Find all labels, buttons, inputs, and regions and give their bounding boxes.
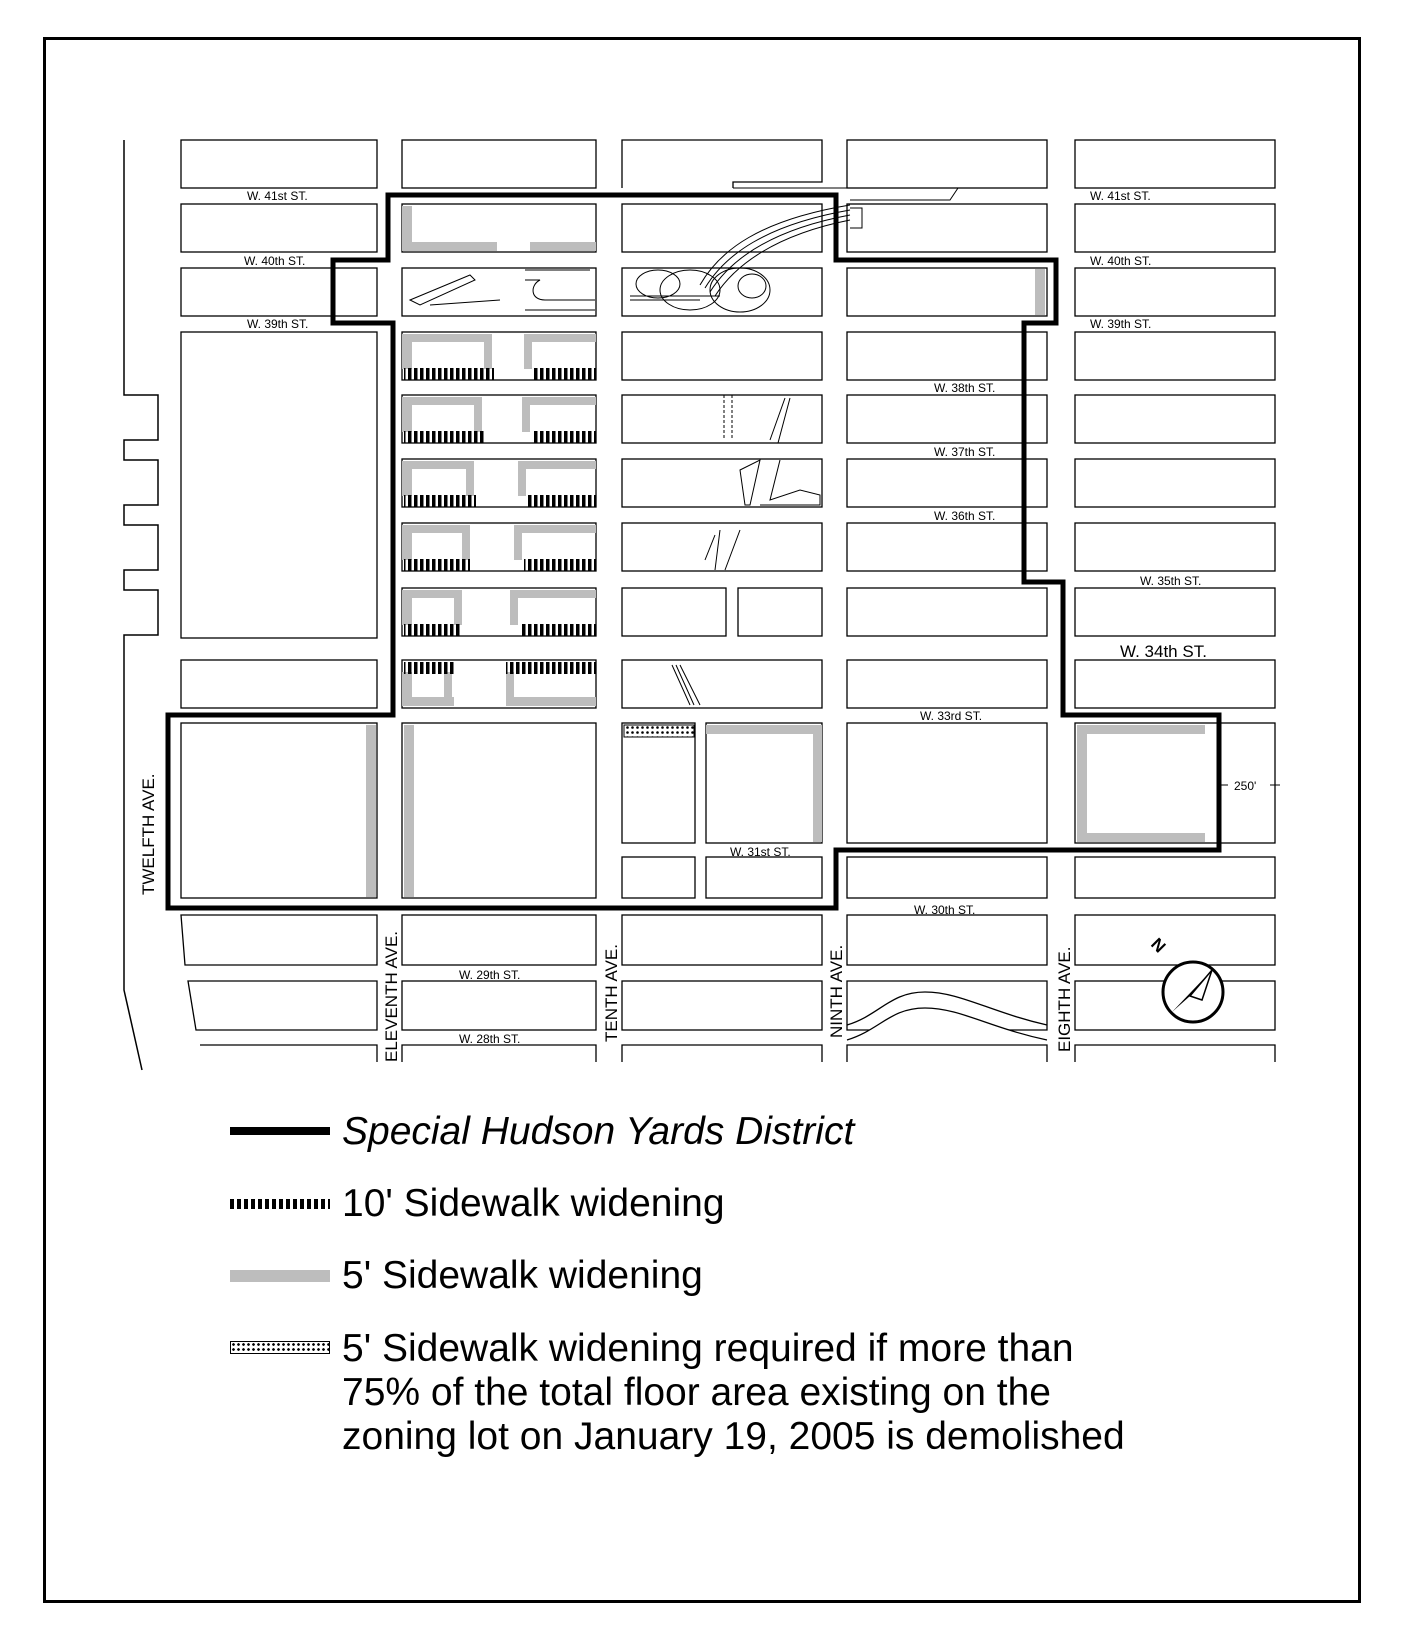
street-label-w38: W. 38th ST. [934, 381, 996, 395]
street-label-w29: W. 29th ST. [459, 968, 521, 982]
avenue-label-twelfth: TWELFTH AVE. [139, 773, 158, 895]
conditional-widening [624, 725, 694, 737]
street-label-w41-right: W. 41st ST. [1090, 189, 1151, 203]
street-label-w35: W. 35th ST. [1140, 574, 1202, 588]
legend-conditional-line3: zoning lot on January 19, 2005 is demolished [342, 1415, 1125, 1458]
avenue-label-eleventh: ELEVENTH AVE. [382, 930, 401, 1062]
boundary-swatch [230, 1127, 330, 1135]
avenue-label-eighth: EIGHTH AVE. [1055, 946, 1074, 1052]
street-label-w34: W. 34th ST. [1120, 642, 1207, 661]
street-label-w41-left: W. 41st ST. [247, 189, 308, 203]
conditional-swatch [230, 1341, 330, 1354]
legend-conditional-text [342, 1327, 1125, 1459]
street-label-w40-left: W. 40th ST. [244, 254, 306, 268]
street-label-w37: W. 37th ST. [934, 445, 996, 459]
street-label-w31: W. 31st ST. [730, 845, 791, 859]
legend-conditional-line2: 75% of the total floor area existing on the [342, 1371, 1051, 1414]
legend-conditional [230, 1327, 1125, 1459]
legend-conditional-line1: 5' Sidewalk widening required if more than [342, 1327, 1074, 1370]
legend-boundary [230, 1110, 854, 1154]
legend-ten-foot [230, 1182, 725, 1226]
legend-five-foot-text: 5' Sidewalk widening [342, 1254, 703, 1297]
north-label: N [1147, 934, 1170, 957]
avenue-label-tenth: TENTH AVE. [602, 944, 621, 1042]
five-foot-swatch [230, 1270, 330, 1282]
city-blocks [181, 140, 1275, 1062]
street-label-w30: W. 30th ST. [914, 903, 976, 917]
street-label-w40-right: W. 40th ST. [1090, 254, 1152, 268]
street-label-w36: W. 36th ST. [934, 509, 996, 523]
street-label-w39-left: W. 39th ST. [247, 317, 309, 331]
street-label-w28: W. 28th ST. [459, 1032, 521, 1046]
legend-ten-foot-text: 10' Sidewalk widening [342, 1182, 725, 1225]
street-label-w33: W. 33rd ST. [920, 709, 983, 723]
street-label-w39-right: W. 39th ST. [1090, 317, 1152, 331]
waterfront-edge [124, 140, 158, 1070]
legend-boundary-text: Special Hudson Yards District [342, 1110, 855, 1153]
avenue-label-ninth: NINTH AVE. [827, 944, 846, 1038]
ten-foot-swatch [230, 1199, 330, 1209]
dimension-label: 250' [1234, 779, 1257, 793]
legend-five-foot [230, 1254, 703, 1298]
